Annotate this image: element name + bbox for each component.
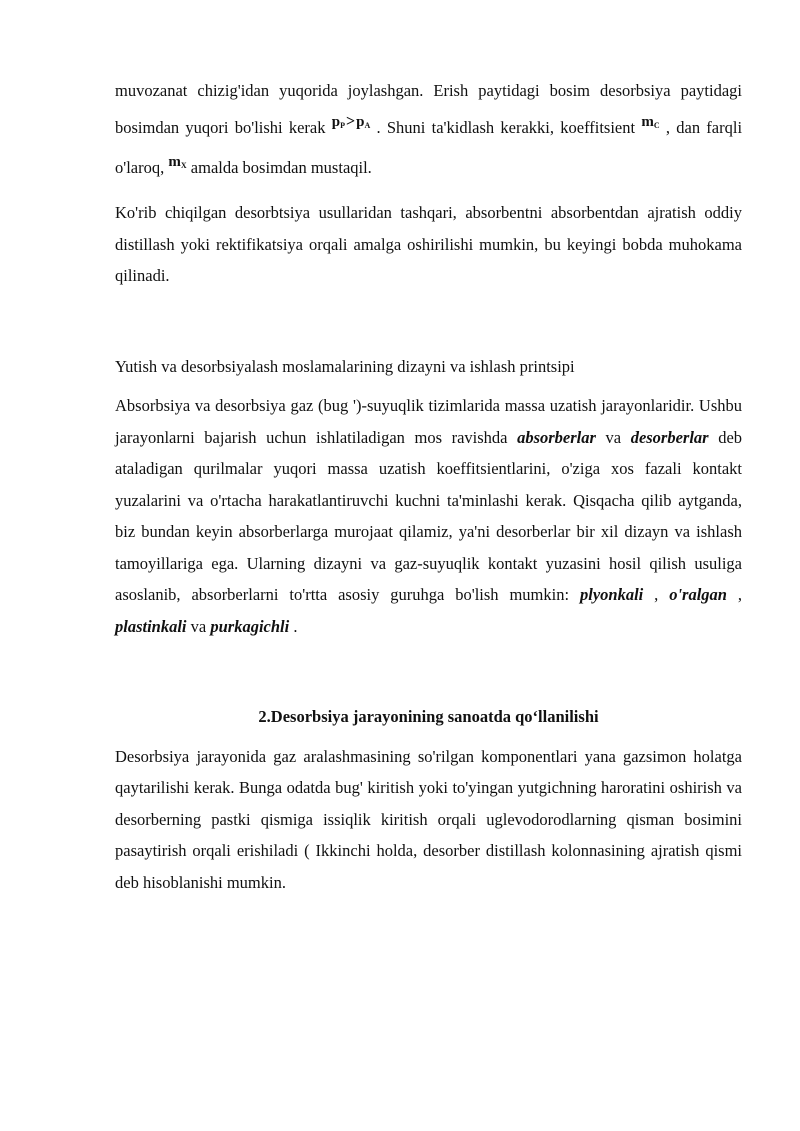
document-page bbox=[115, 72, 742, 898]
section-heading-industrial-use: 2.Desorbsiya jarayonining sanoatda qo‘llanilishi bbox=[258, 707, 599, 726]
text-run: , dan farqli o'laroq, bbox=[115, 118, 743, 177]
comma: , bbox=[654, 585, 659, 604]
text-run: va bbox=[190, 616, 207, 636]
term-absorberlar: absorberlar bbox=[517, 427, 596, 447]
text-run: amalda bosimdan mustaqil. bbox=[190, 158, 372, 177]
text-run: . Shuni ta'kidlash kerakki, koeffitsient bbox=[376, 118, 636, 137]
text-run: muvozanat chizig'idan yuqorida joylashgan. Erish paytidagi bosim desorbsiya paytidagi bosimdan yuqori bo'lishi kerak bbox=[115, 81, 742, 137]
paragraph-spacer bbox=[115, 382, 742, 390]
section-heading-design: Yutish va desorbsiyalash moslamalarining dizayni va ishlash printsipi bbox=[115, 356, 575, 376]
term-plastinkali: plastinkali bbox=[115, 616, 187, 636]
term-desorberlar: desorberlar bbox=[630, 427, 709, 447]
paragraph-spacer bbox=[115, 189, 742, 197]
paragraph-pressure-condition bbox=[115, 72, 742, 189]
term-oralgan: o'ralgan bbox=[669, 585, 727, 604]
text-run: . bbox=[293, 616, 298, 636]
coefficient-symbol-mx: $m_X$ bbox=[168, 154, 187, 170]
section-spacer bbox=[115, 292, 742, 351]
text-run: deb ataladigan qurilmalar yuqori massa uzatish koeffitsientlarini, o'ziga xos fazali kontakt yuzalarini va o'rtacha harakatlantiruvchi kuchni ta'minlashi kerak. Qisqacha qilib aytganda, biz bundan keyin absorberlarga murojaat qilamiz, ya'ni desorberlar bir xil dizayn va ishlash tamoyillariga ega. Ularning dizayni va gaz-suyuqlik kontakt yuzasini hosil qilish usuliga asoslanib, absorberlarni to'rtta asosiy guruhga bo'lish mumkin: bbox=[115, 427, 743, 604]
paragraph-desorption-process: Desorbsiya jarayonida gaz aralashmasining so'rilgan komponentlari yana gazsimon holatga qaytarilishi kerak. Bunga odatda bug' kiritish yoki to'yingan yutgichning haroratini oshirish va desorberning pastki qismiga issiqlik kiritish orqali uglevodorodlarning qisman bosimini pasaytirish orqali erishiladi ( Ikkinchi holda, desorber distillash kolonnasining ajratish qismi deb hisoblanishi mumkin. bbox=[115, 746, 742, 892]
section-spacer bbox=[115, 642, 742, 701]
paragraph-spacer bbox=[115, 733, 742, 741]
term-plyonkali: plyonkali bbox=[579, 585, 644, 604]
pressure-symbol-p: $p_P$ bbox=[331, 114, 345, 130]
term-purkagichli: purkagichli bbox=[210, 616, 290, 636]
text-run: Absorbsiya va desorbsiya gaz (bug ')-suyuqlik tizimlarida massa uzatish jarayonlaridir. Ushbu jarayonlarni bajarish uchun ishlatiladigan mos ravishda bbox=[115, 396, 742, 447]
paragraph-absorbers bbox=[115, 390, 742, 642]
paragraph-desorption-methods: Ko'rib chiqilgan desorbtsiya usullaridan tashqari, absorbentni absorbentdan ajratish oddiy distillash yoki rektifikatsiya orqali amalga oshirilishi mumkin, bu keyingi bobda muhokama qilinadi. bbox=[115, 203, 742, 285]
comma: , bbox=[737, 585, 743, 604]
coefficient-symbol-mc: $m_C$ bbox=[641, 114, 660, 130]
greater-than-symbol: > bbox=[346, 113, 356, 130]
text-run: va bbox=[605, 427, 622, 447]
pressure-symbol-a: $p_A$ bbox=[356, 114, 371, 130]
